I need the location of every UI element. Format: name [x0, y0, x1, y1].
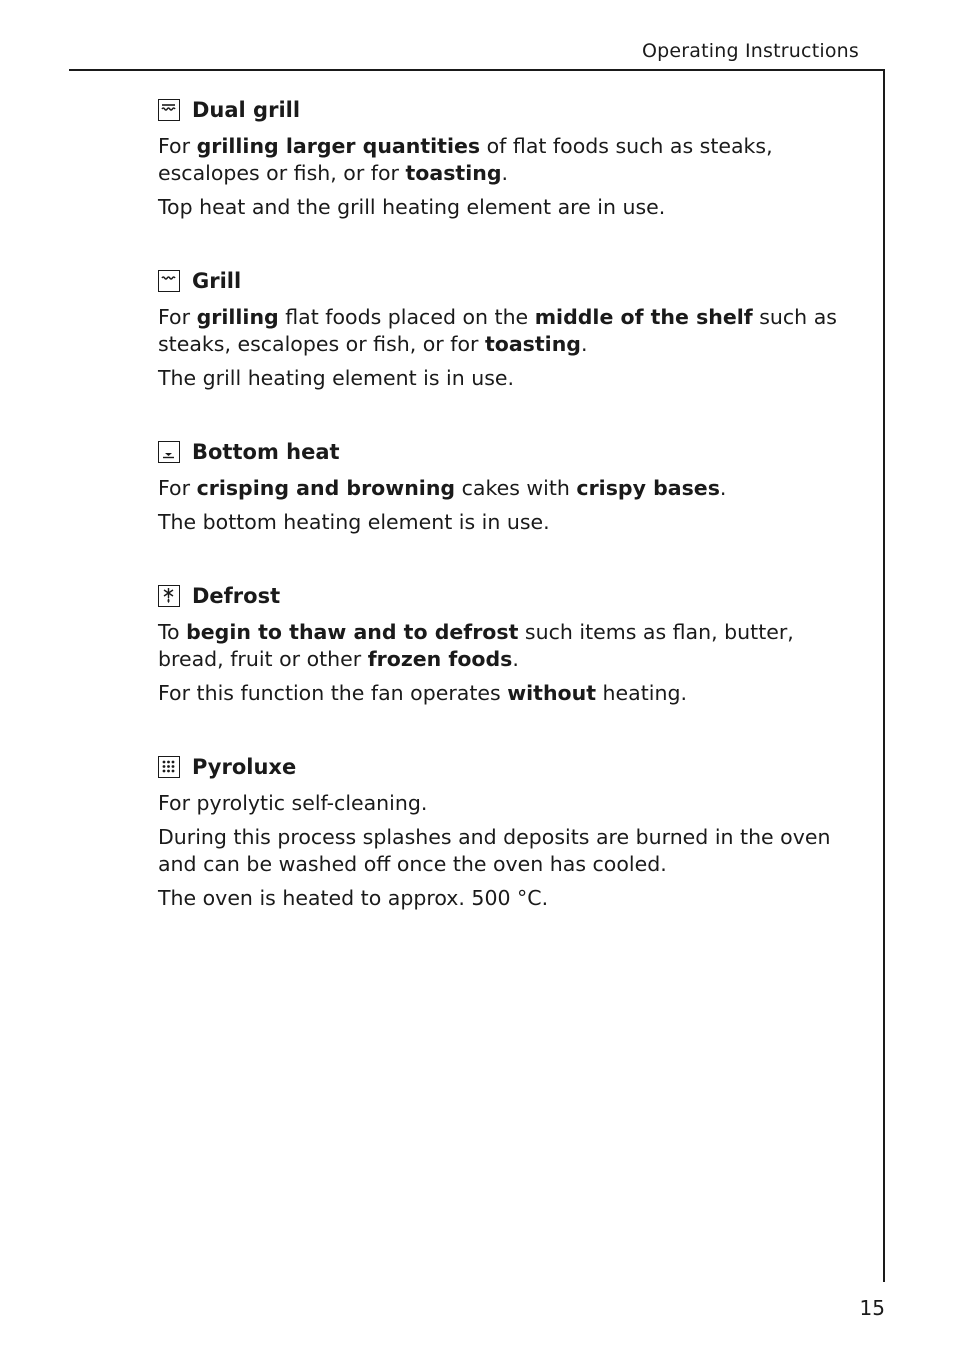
bold-text: begin to thaw and to defrost [186, 620, 519, 644]
paragraph [158, 619, 858, 673]
section-pyroluxe [158, 754, 858, 919]
section-title: Grill [192, 269, 242, 293]
text-run: For [158, 305, 197, 329]
text-run: cakes with [455, 476, 577, 500]
text-run: of flat foods such as steaks, escalopes or fish, or for [158, 134, 773, 185]
section-title: Pyroluxe [192, 755, 297, 779]
defrost-icon [158, 585, 180, 607]
text-run: heating. [596, 681, 687, 705]
right-margin-rule [883, 69, 885, 1282]
text-run: Top heat and the grill heating element are in use. [158, 195, 666, 219]
text-run: The oven is heated to approx. 500 °C. [158, 886, 549, 910]
bold-text: toasting [484, 332, 581, 356]
text-run: During this process splashes and deposits are burned in the oven and can be washed off once the oven has cooled. [158, 825, 831, 876]
section-defrost [158, 583, 858, 714]
text-run: such as steaks, escalopes or fish, or for [158, 305, 837, 356]
paragraph [158, 885, 858, 912]
bold-text: frozen foods [367, 647, 513, 671]
text-run: . [501, 161, 509, 185]
grill-icon [158, 270, 180, 292]
section-title: Defrost [192, 584, 281, 608]
paragraph [158, 475, 858, 502]
section-dual-grill [158, 97, 858, 228]
text-run: For [158, 476, 197, 500]
top-rule [69, 69, 885, 71]
text-run: . [580, 332, 588, 356]
text-run: For [158, 134, 197, 158]
section-title: Bottom heat [192, 440, 340, 464]
paragraph [158, 133, 858, 187]
paragraph [158, 824, 858, 878]
section-bottom-heat [158, 439, 858, 543]
section-title: Dual grill [192, 98, 301, 122]
paragraph [158, 790, 858, 817]
bold-text: without [507, 681, 597, 705]
dual-grill-icon [158, 99, 180, 121]
paragraph [158, 304, 858, 358]
paragraph [158, 509, 858, 536]
text-run: . [512, 647, 519, 671]
paragraph [158, 365, 858, 392]
header-title: Operating Instructions [641, 40, 859, 62]
paragraph [158, 194, 858, 221]
pyroluxe-icon [158, 756, 180, 778]
paragraph [158, 680, 858, 707]
bold-text: grilling [196, 305, 279, 329]
text-run: To [158, 620, 187, 644]
text-run: The grill heating element is in use. [158, 366, 515, 390]
section-grill [158, 268, 858, 399]
bold-text: middle of the shelf [534, 305, 753, 329]
text-run: For pyrolytic self-cleaning. [158, 791, 428, 815]
bottom-heat-icon [158, 441, 180, 463]
page-number: 15 [859, 1296, 885, 1320]
bold-text: toasting [405, 161, 502, 185]
bold-text: grilling larger quantities [196, 134, 481, 158]
text-run: flat foods placed on the [278, 305, 535, 329]
text-run: For this function the fan operates [158, 681, 508, 705]
bold-text: crispy bases [576, 476, 720, 500]
text-run: . [719, 476, 727, 500]
text-run: The bottom heating element is in use. [158, 510, 550, 534]
bold-text: crisping and browning [196, 476, 456, 500]
text-run: such items as flan, butter, bread, fruit or other [158, 620, 794, 671]
